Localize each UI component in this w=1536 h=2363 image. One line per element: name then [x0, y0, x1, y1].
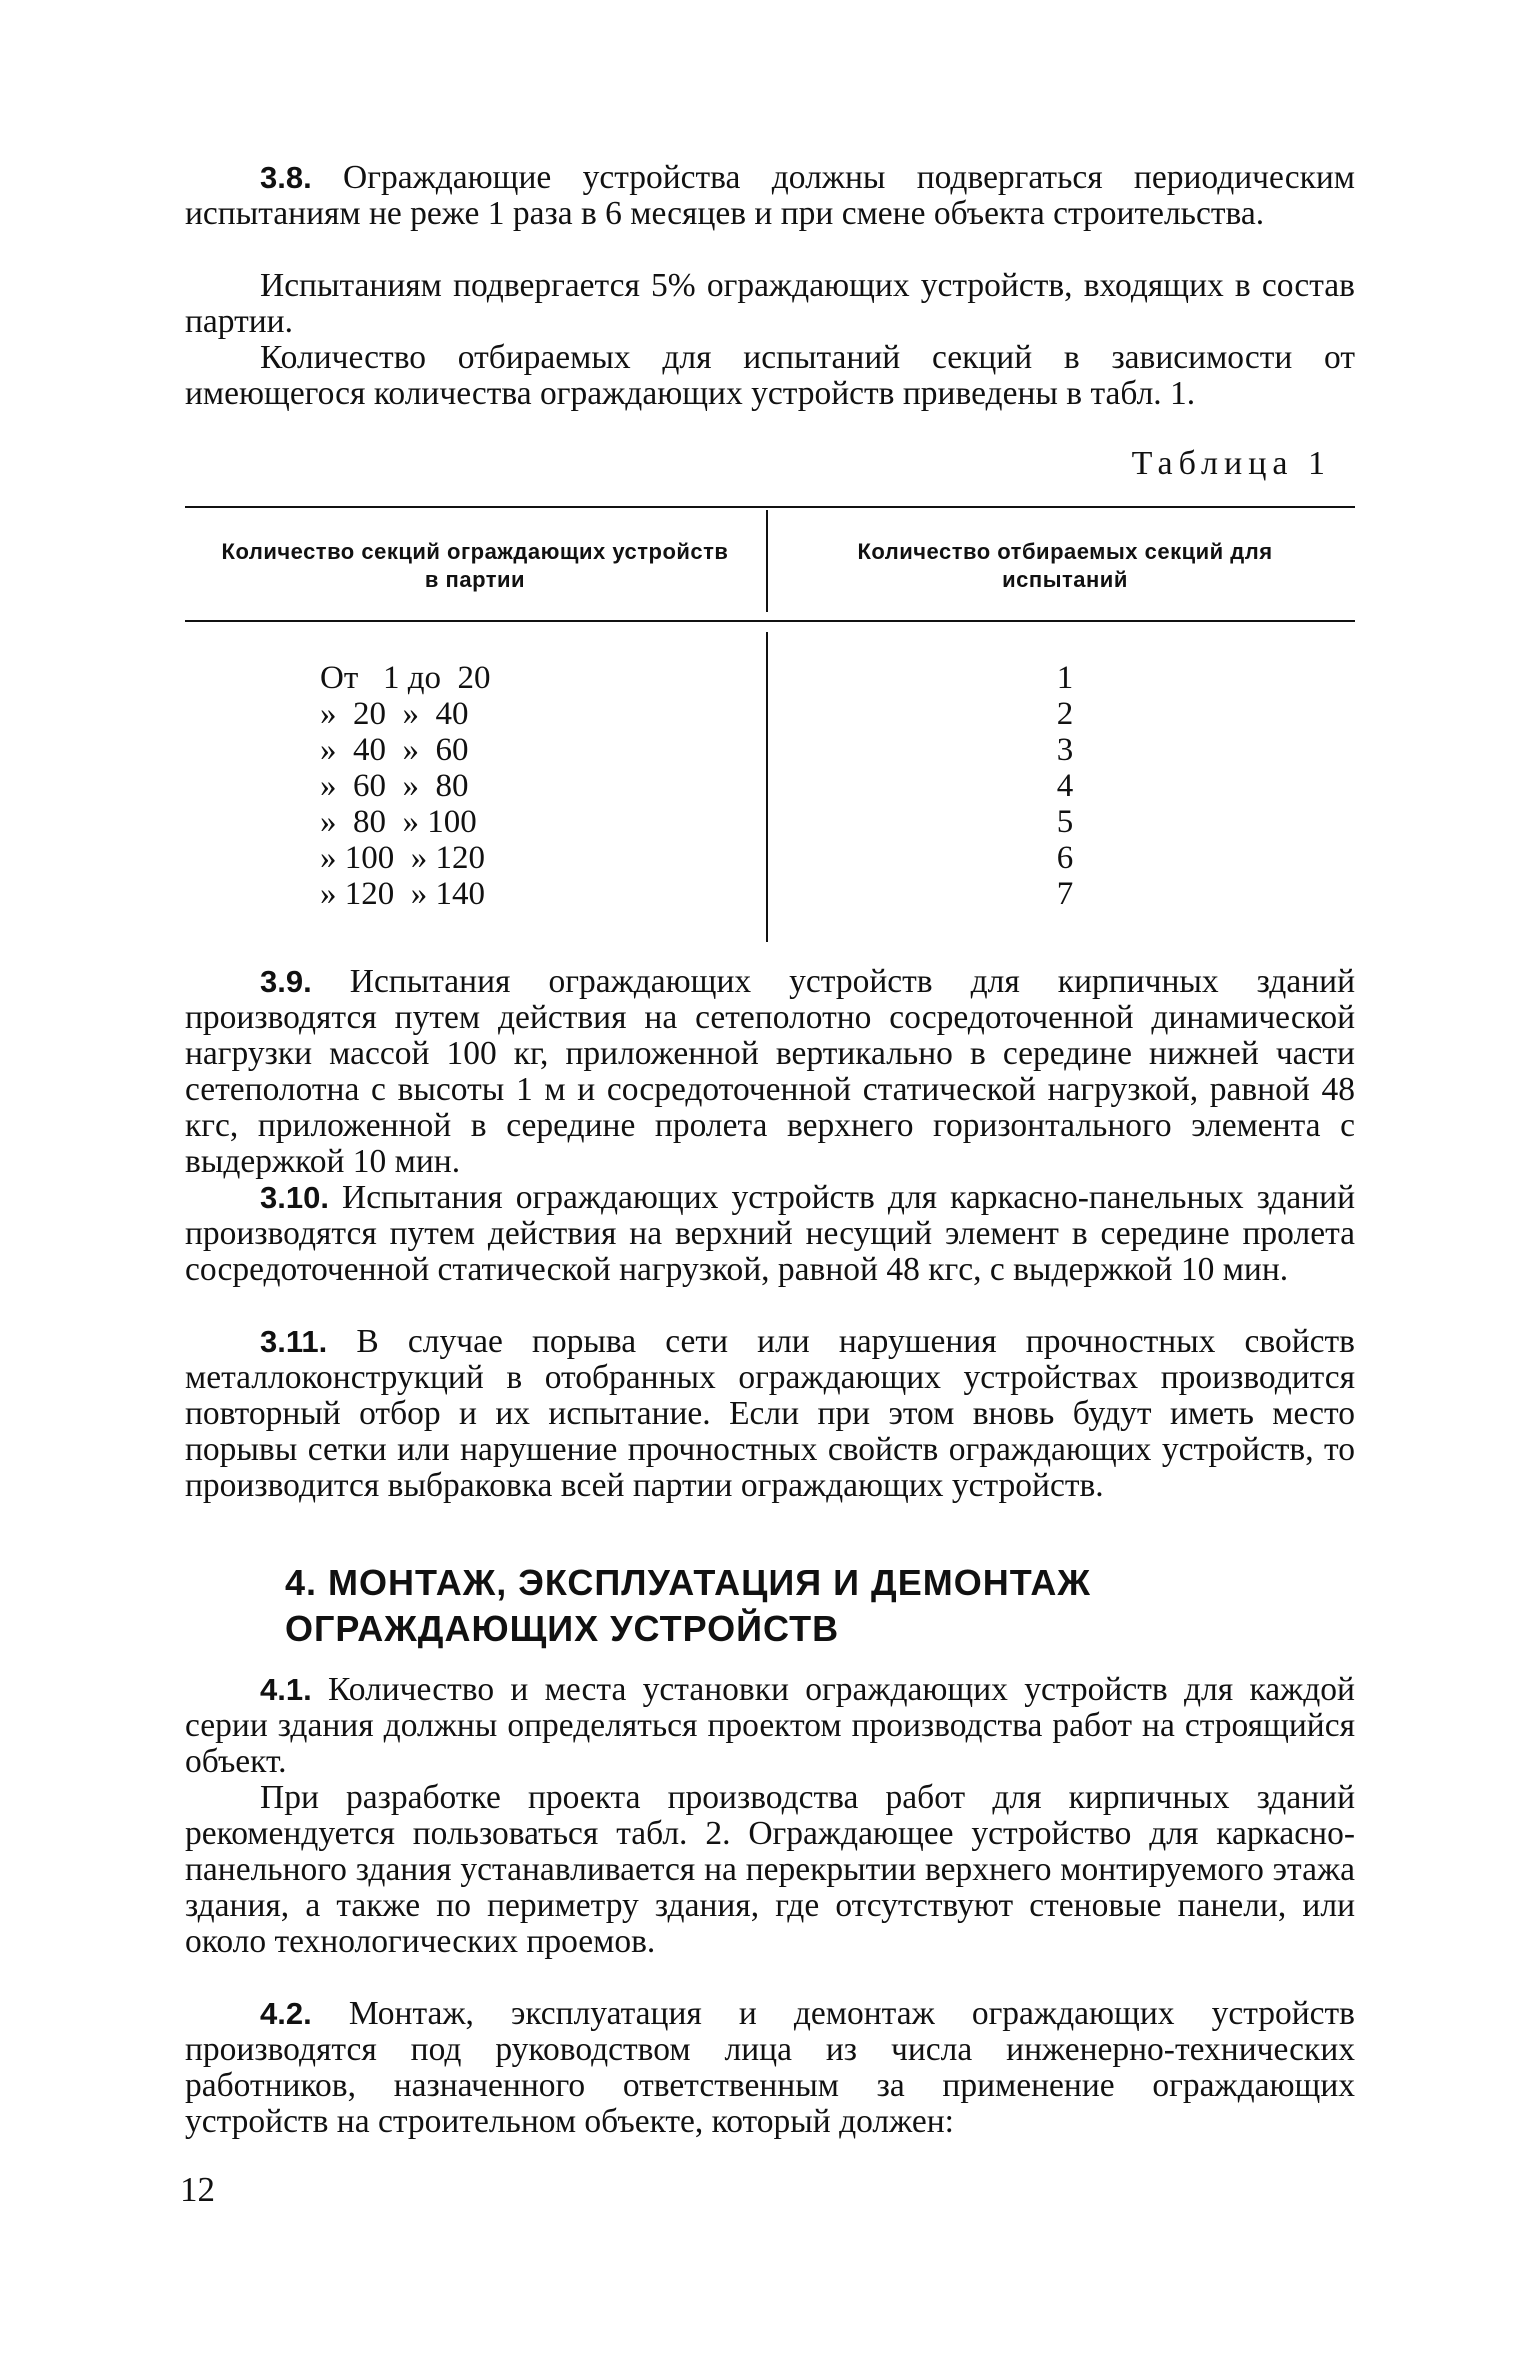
- paragraph-3-11: [185, 1324, 1355, 1504]
- table-counts-column: [1020, 660, 1110, 912]
- paragraph-3-10: [185, 1180, 1355, 1288]
- paragraph-4-1: [185, 1672, 1355, 1780]
- clause-label: 3.8.: [260, 160, 312, 195]
- clause-text: Испытания ограждающих устройств для каркасно-панельных зданий производятся путем действия на верхний несущий элемент в середине пролета сосредоточенной статической нагрузкой, равной 48 кгс, с выдержкой 10 мин.: [185, 1179, 1355, 1288]
- clause-label: 4.1.: [260, 1672, 312, 1707]
- table-count-cell: 4: [1056, 768, 1074, 804]
- paragraph-3-9: [185, 964, 1355, 1180]
- table-count-cell: 6: [1056, 840, 1074, 876]
- section-heading-line: 4. МОНТАЖ, ЭКСПЛУАТАЦИЯ И ДЕМОНТАЖ: [285, 1562, 1091, 1603]
- column-header-sections: Количество секций ограждающих устройств в партии: [221, 539, 729, 592]
- clause-text: Монтаж, эксплуатация и демонтаж ограждающих устройств производятся под руководством лица из числа инженерно-технических работников, назначенного ответственным за применение ограждающих устройств на строительном объекте, который должен:: [185, 1995, 1355, 2140]
- clause-text: Испытания ограждающих устройств для кирпичных зданий производятся путем действия на сетеполотно сосредоточенной динамической нагрузки массой 100 кг, приложенной вертикально в середине нижней части сетеполотна с высоты 1 м и сосредоточенной статической нагрузкой, равной 48 кгс, приложенной в середине пролета верхнего горизонтального элемента с выдержкой 10 мин.: [185, 963, 1355, 1180]
- clause-text: В случае порыва сети или нарушения прочностных свойств металлоконструкций в отобранных ограждающих устройствах производится повторный отбор и их испытание. Если при этом вновь будут иметь место порывы сетки или нарушение прочностных свойств ограждающих устройств, то производится выбраковка всей партии ограждающих устройств.: [185, 1323, 1355, 1504]
- table-header-rule: [185, 620, 1355, 622]
- clause-label: 3.11.: [260, 1324, 328, 1359]
- clause-text: Количество и места установки ограждающих устройств для каждой серии здания должны определяться проектом производства работ на строящийся объект.: [185, 1671, 1355, 1780]
- table-count-cell: 2: [1056, 696, 1074, 732]
- table-body-divider: [766, 632, 768, 942]
- table-range-cell: » 20 » 40: [320, 696, 469, 732]
- page-number: 12: [180, 2170, 215, 2209]
- clause-label: 3.9.: [260, 964, 312, 999]
- table-count-cell: 3: [1056, 732, 1074, 768]
- table-header-divider: [766, 510, 768, 612]
- table-range-cell: » 80 » 100: [320, 804, 477, 840]
- table-range-cell: » 60 » 80: [320, 768, 469, 804]
- paragraph-4-2: [185, 1996, 1355, 2140]
- table-count-cell: 1: [1056, 660, 1074, 696]
- clause-text: Ограждающие устройства должны подвергаться периодическим испытаниям не реже 1 раза в 6 месяцев и при смене объекта строительства.: [185, 159, 1355, 232]
- table-range-cell: » 100 » 120: [320, 840, 485, 876]
- section-heading-line: ОГРАЖДАЮЩИХ УСТРОЙСТВ: [285, 1608, 840, 1649]
- table-top-rule: [185, 506, 1355, 508]
- table-range-cell: От 1 до 20: [320, 660, 491, 696]
- clause-label: 3.10.: [260, 1180, 329, 1215]
- paragraph-3-8-table-ref: Количество отбираемых для испытаний секций в зависимости от имеющегося количества ограждающих устройств приведены в табл. 1.: [185, 339, 1355, 412]
- table-range-cell: » 120 » 140: [320, 876, 485, 912]
- table-range-cell: » 40 » 60: [320, 732, 469, 768]
- section-heading: [285, 1560, 1091, 1652]
- paragraph-3-8-sample: Испытаниям подвергается 5% ограждающих устройств, входящих в состав партии.: [185, 267, 1355, 340]
- table-title: Таблица 1: [1131, 445, 1331, 482]
- table-count-cell: 7: [1056, 876, 1074, 912]
- table-ranges-column: [320, 660, 491, 912]
- column-header-selected: Количество отбираемых секций для испытаний: [857, 539, 1273, 592]
- paragraph-3-8: [185, 160, 1355, 232]
- paragraph-4-1-details: При разработке проекта производства работ для кирпичных зданий рекомендуется пользоваться табл. 2. Ограждающее устройство для каркасно-панельного здания устанавливается на перекрытии верхнего монтируемого этажа здания, а также по периметру здания, где отсутствуют стеновые панели, или около технологических проемов.: [185, 1779, 1355, 1960]
- table-count-cell: 5: [1056, 804, 1074, 840]
- clause-label: 4.2.: [260, 1996, 312, 2031]
